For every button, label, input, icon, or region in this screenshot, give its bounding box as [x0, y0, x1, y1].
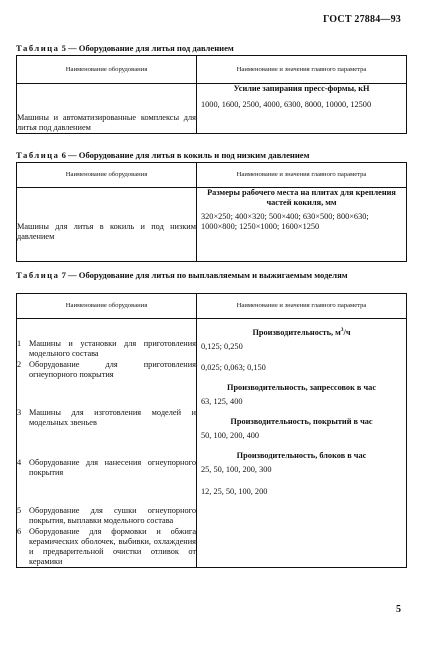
table7-caption-text: 7 — Оборудование для литья по выплавляемым и выжигаемым моделям	[61, 270, 348, 280]
table6-values: 320×250; 400×320; 500×400; 630×500; 800×630; 1000×800; 1250×1000; 1600×1250	[201, 212, 369, 231]
table7-values-1: 0,125; 0,250	[201, 341, 243, 351]
table6-equipment: Машины для литья в кокиль и под низким давлением	[17, 221, 196, 241]
table7-param-2: Производительность, запрессовок в час	[226, 382, 376, 392]
page-number: 5	[396, 604, 401, 615]
table7-col2-header: Наименование и значения главного параметра	[197, 294, 407, 319]
table7-param-4: Производительность, блоков в час	[236, 450, 367, 460]
table5-param: Усилие запирания пресс-формы, кН	[233, 84, 370, 93]
table7-caption	[16, 270, 407, 280]
table5-equipment: Машины и автоматизированные комплексы для литья под давлением	[17, 113, 196, 132]
table5-col2-header: Наименование и значения главного параметра	[197, 56, 407, 84]
table7-caption-word: Таблица	[16, 270, 60, 280]
table7-value-cell	[197, 319, 407, 568]
table6-param: Размеры рабочего места на плитах для крепления частей кокиля, мм	[207, 188, 396, 207]
table7-values-3: 63, 125, 400	[201, 396, 243, 406]
table5-caption-word: Таблица	[16, 43, 60, 53]
table6-caption	[16, 150, 407, 160]
table7-col1-header: Наименование оборудования	[17, 294, 197, 319]
table6	[16, 162, 407, 262]
table7-equipment-cell	[17, 319, 197, 568]
table6-caption-text: 6 — Оборудование для литья в кокиль и под низким давлением	[61, 150, 310, 160]
table6-col2-header: Наименование и значения главного параметра	[197, 163, 407, 188]
document-code: ГОСТ 27884—93	[322, 14, 401, 25]
table5-equipment-cell	[17, 84, 197, 134]
table6-col1-header: Наименование оборудования	[17, 163, 197, 188]
table6-equipment-cell	[17, 188, 197, 262]
table7-item-3: 3 Машины для изготовления моделей и модельных звеньев	[17, 408, 196, 427]
table7-values-6: 12, 25, 50, 100, 200	[201, 486, 268, 496]
table7-values-2: 0,025; 0,063; 0,150	[201, 362, 266, 372]
table7-param-3: Производительность, покрытий в час	[230, 416, 373, 426]
table7-item-6: 6 Оборудование для формовки и обжига керамических оболочек, выбивки, охлаждения и предварительной очистки отливок от керамики	[17, 527, 196, 566]
table7-values-4: 50, 100, 200, 400	[201, 430, 260, 440]
table7-param-1: Производительность, $м^3/ч$	[252, 327, 351, 337]
table7-item-1: 1 Машины и установки для приготовления модельного состава	[17, 339, 196, 358]
table5-col1-header: Наименование оборудования	[17, 56, 197, 84]
table7-item-4: 4 Оборудование для нанесения огнеупорного покрытия	[17, 458, 196, 477]
table7	[16, 293, 407, 568]
table6-caption-word: Таблица	[16, 150, 60, 160]
table7-item-2: 2 Оборудование для приготовления огнеупорного покрытия	[17, 360, 196, 379]
table5-values: 1000, 1600, 2500, 4000, 6300, 8000, 10000, 12500	[201, 100, 372, 109]
table5	[16, 55, 407, 134]
table5-caption-text: 5 — Оборудование для литья под давлением	[61, 43, 234, 53]
table6-value-cell	[197, 188, 407, 262]
table5-value-cell	[197, 84, 407, 134]
table7-values-5: 25, 50, 100, 200, 300	[201, 464, 272, 474]
table7-item-5: 5 Оборудование для сушки огнеупорного покрытия, выплавки модельного состава	[17, 506, 196, 525]
table5-caption	[16, 43, 407, 53]
